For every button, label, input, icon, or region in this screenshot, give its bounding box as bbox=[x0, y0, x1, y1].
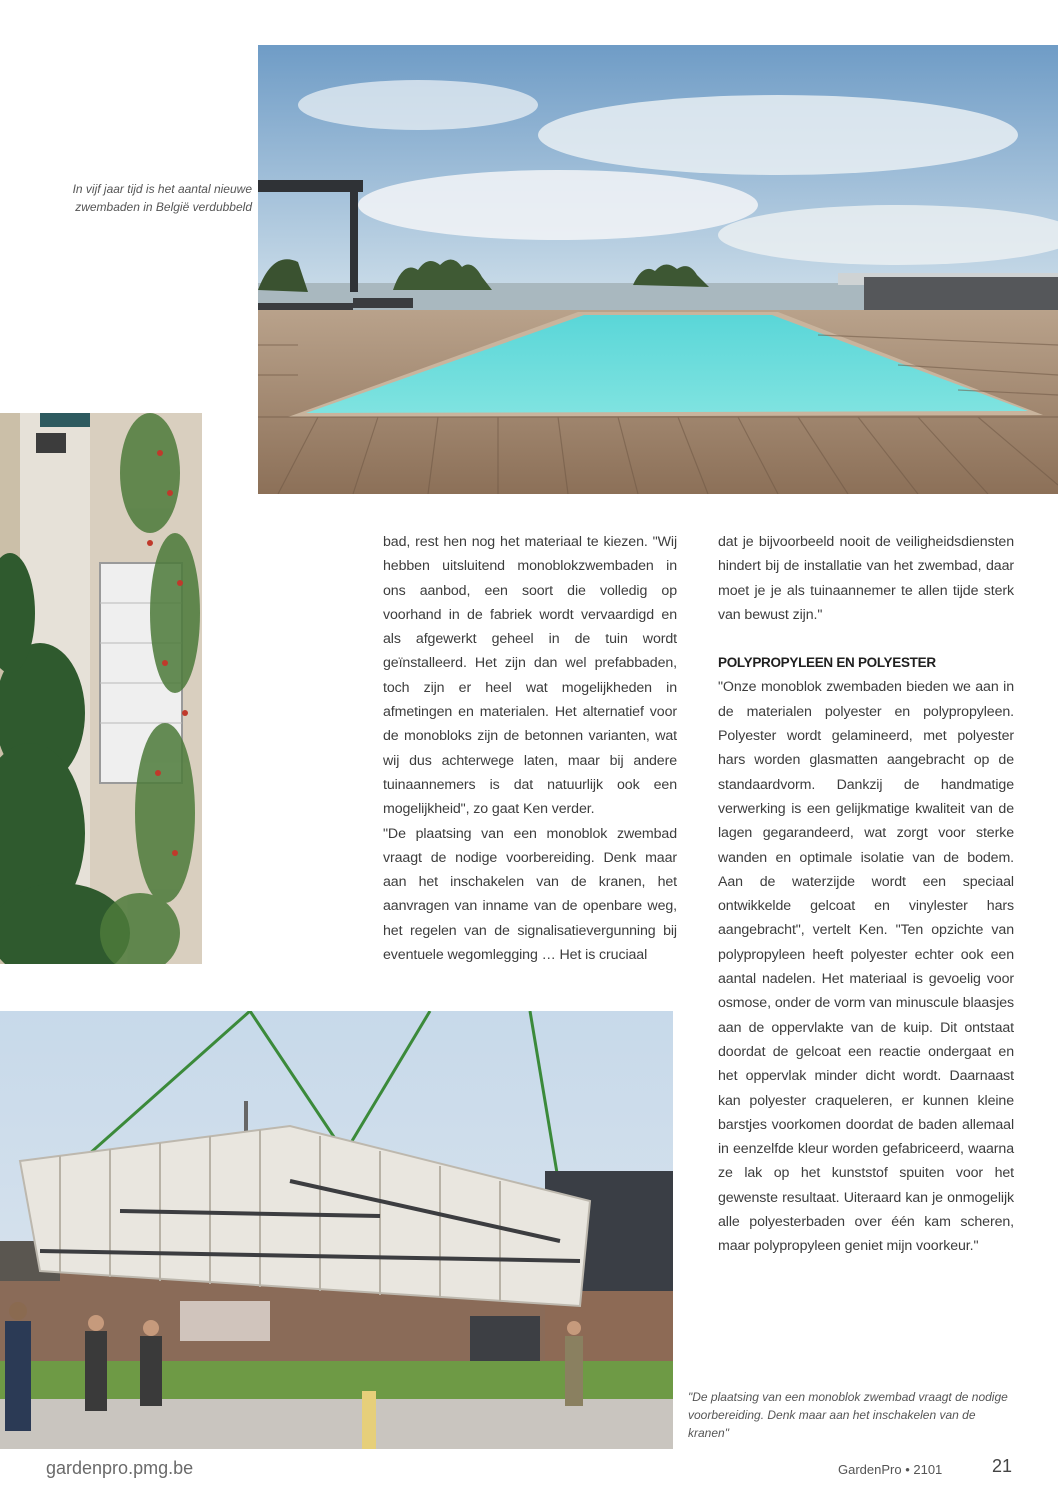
page-number: 21 bbox=[992, 1456, 1013, 1476]
caption-crane-photo: "De plaatsing van een monoblok zwembad vraagt de nodige voorbereiding. Denk maar aan het inschakelen van de kranen" bbox=[688, 1390, 1008, 1440]
pool-photo bbox=[258, 45, 1058, 494]
section-heading: POLYPROPYLEEN EN POLYESTER bbox=[718, 655, 936, 671]
paragraph: "De plaatsing van een monoblok zwembad vraagt de nodige voorbereiding. Denk maar aan het inschakelen van de kranen, het aanvragen van inname van de openbare weg, het regelen van de signalisatievergunning bij eventuele wegomlegging … Het is cruciaal bbox=[383, 825, 677, 964]
caption-pool-photo: In vijf jaar tijd is het aantal nieuwe zwembaden in België verdubbeld bbox=[72, 182, 252, 214]
paragraph: "Onze monoblok zwembaden bieden we aan in de materialen polyester en polypropyleen. Polyester wordt gelamineerd, met polyester hars worden glasmatten aangebracht op de standaardvorm. Dankzij de handmatige verwerking is een gelijkmatige kwaliteit van de lagen gegarandeerd, wat zorgt voor sterke wanden en optimale isolatie van de bodem. Aan de waterzijde wordt een speciaal ontwikkelde gelcoat en vinylester hars aangebracht", vertelt Ken. "Ten opzichte van polypropyleen heeft polyester echter ook een aantal nadelen. Het materiaal is gevoelig voor osmose, onder de vorm van minuscule blaasjes aan de oppervlakte van de kuip. Dit ontstaat doordat de gelcoat een reactie ondergaat en het oppervlak minder dicht wordt. Daarnaast kan polyester craqueleren, er kunnen kleine barstjes voorkomen doordat de baden allemaal in eenzelfde kleur worden gefabriceerd, waarna ze lak op het kunststof spuiten voor het gewenste resultaat. Uiteraard kan je onmogelijk alle polyesterbaden over één kam scheren, maar polypropyleen geniet mijn voorkeur." bbox=[718, 679, 1014, 1255]
article-column-1 bbox=[383, 530, 677, 967]
paragraph: bad, rest hen nog het materiaal te kiezen. "Wij hebben uitsluitend monoblokzwembaden in ons aanbod, een soort die volledig op voorhand in de fabriek wordt vervaardigd en als afgewerkt geheel in de tuin wordt geïnstalleerd. Het zijn dan wel prefabbaden, toch zijn er heel wat mogelijkheden in afmetingen en materialen. Het alternatief voor de monobloks zijn de betonnen varianten, wat wij dus achterwege laten, maar bij andere tuinaannemers is dat natuurlijk ook een mogelijkheid", zo gaat Ken verder. bbox=[383, 534, 677, 818]
garden-photo bbox=[0, 413, 202, 964]
footer-magazine-issue: GardenPro • 2101 bbox=[838, 1462, 943, 1477]
footer-website-link[interactable]: gardenpro.pmg.be bbox=[46, 1458, 194, 1478]
crane-photo bbox=[0, 1011, 673, 1449]
paragraph: dat je bijvoorbeeld nooit de veiligheidsdiensten hindert bij de installatie van het zwembad, daar moet je je als tuinaannemer te allen tijde sterk van bewust zijn." bbox=[718, 534, 1014, 623]
article-column-2 bbox=[718, 530, 1014, 1259]
